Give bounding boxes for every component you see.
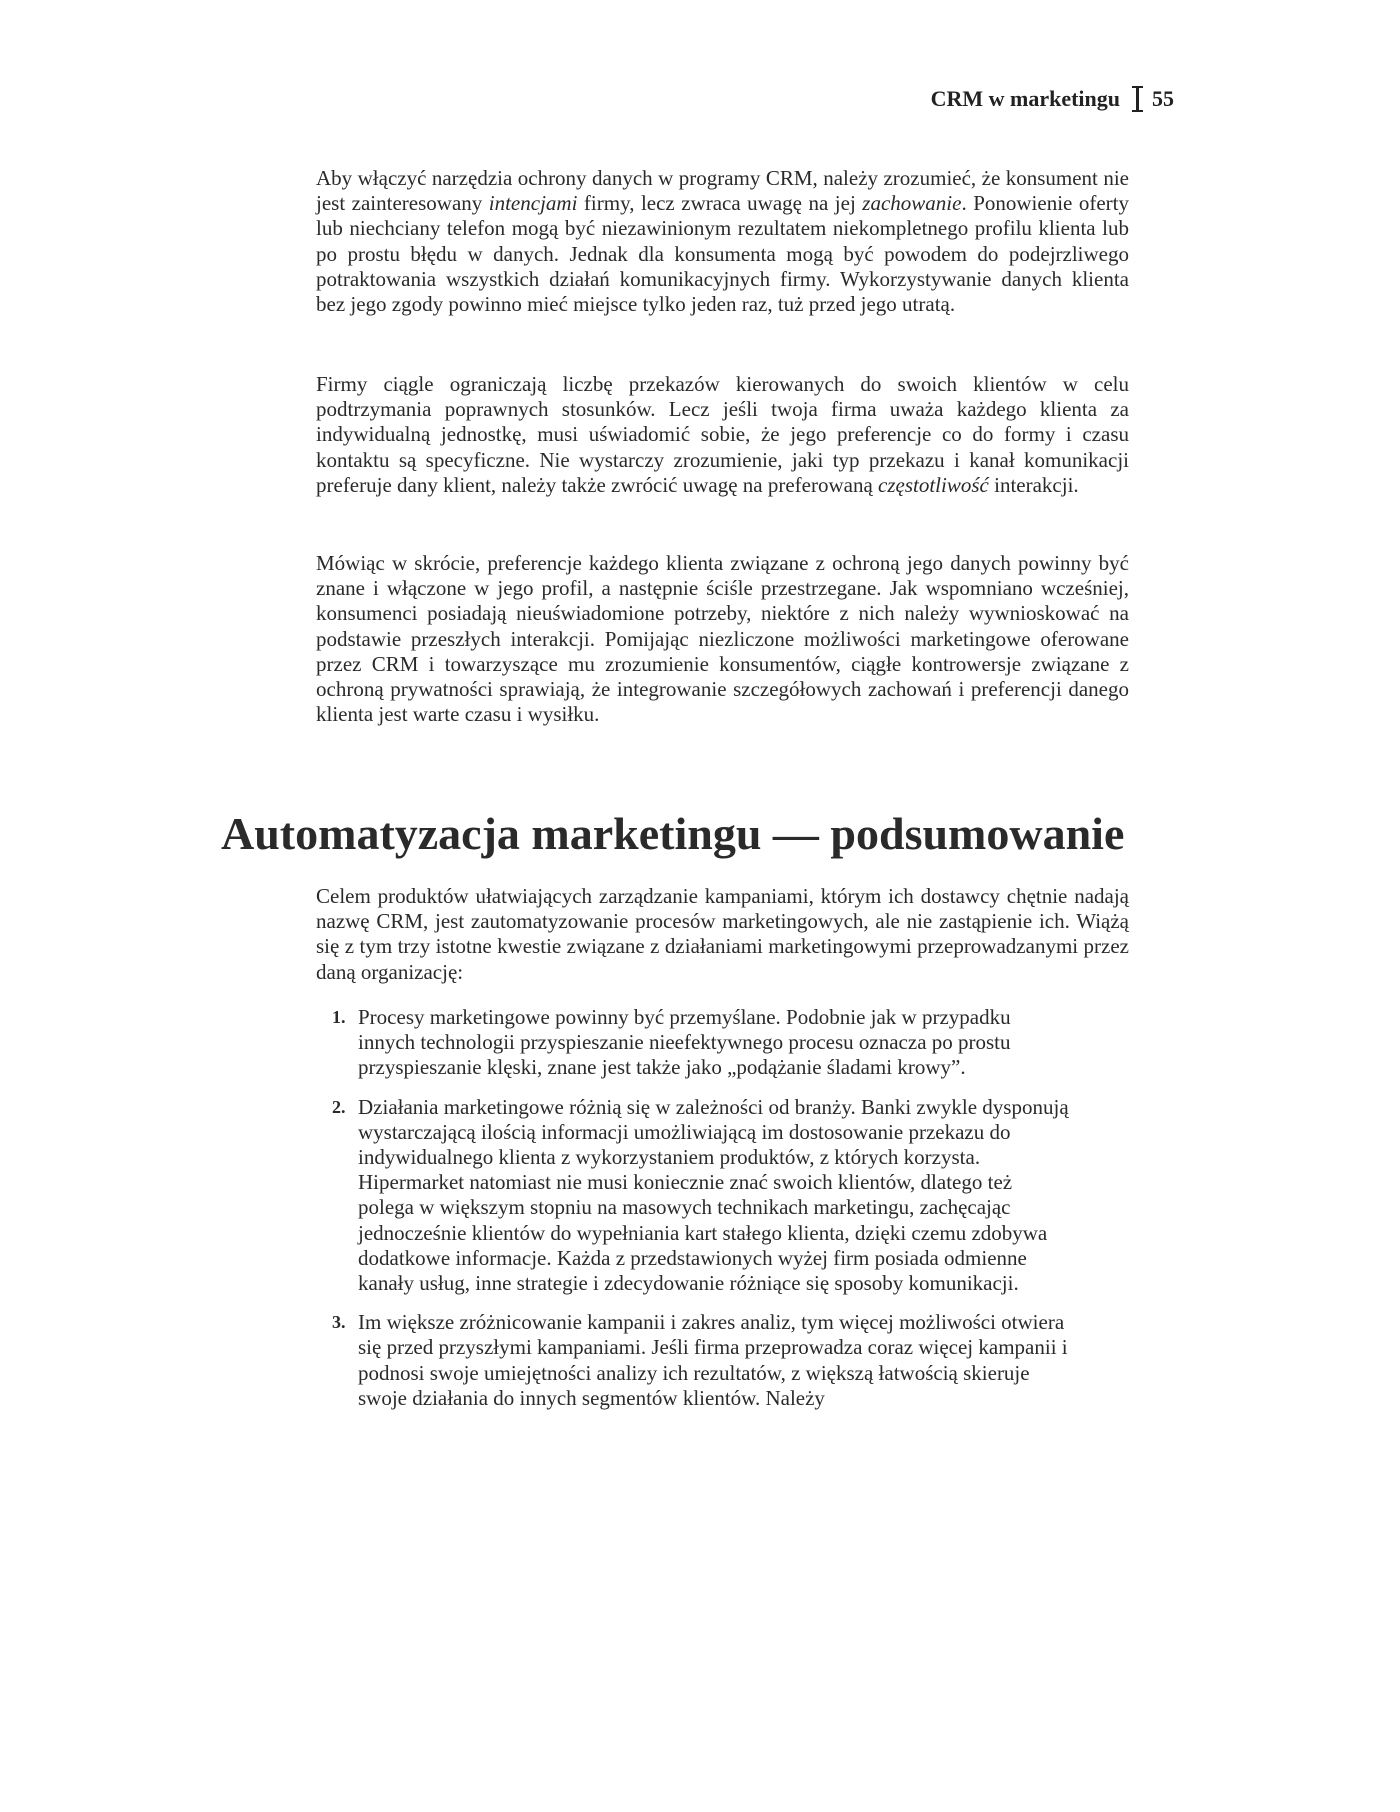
paragraph-text: firmy, lecz zwraca uwagę na jej [577, 191, 863, 216]
emphasis-intentions: intencjami [488, 191, 578, 216]
paragraph-intro: Celem produktów ułatwiających zarządzanie kampaniami, którym ich dostawcy chętnie nadają nazwę CRM, jest zautomatyzowanie procesów marketingowych, ale nie zastąpienie ich. Wiążą się z tym trzy istotne kwestie związane z działaniami marketingowymi przeprowadzanymi przez daną organizację: [316, 884, 1129, 984]
paragraph-data-protection [316, 166, 1129, 317]
running-header [0, 84, 1174, 114]
running-title: CRM w marketingu [930, 86, 1120, 111]
list-item-text: Procesy marketingowe powinny być przemyślane. Podobnie jak w przypadku innych technologii przyspieszanie nieefektywnego procesu oznacza po prostu przyspieszanie klęski, znane jest także jako „podążanie śladami krowy”. [358, 1005, 1011, 1080]
list-number: 1. [332, 1007, 346, 1027]
emphasis-frequency: częstotliwość [878, 472, 989, 497]
list-item [330, 1095, 1072, 1297]
paragraph-text: . Ponowienie oferty lub niechciany telefon mogą być niezawinionym rezultatem niekompletnego profilu klienta lub po prostu błędu w danych. Jednak dla konsumenta mogą być powodem do podejrzliwego potraktowania wszystkich działań komunikacyjnych firmy. Wykorzystywanie danych klienta bez jego zgody powinno mieć miejsce tylko jeden raz, tuż przed jego utratą. [316, 191, 1129, 317]
paragraph-contact-preferences [316, 372, 1129, 498]
list-item [330, 1005, 1072, 1081]
header-separator-icon [1136, 86, 1139, 112]
emphasis-behavior: zachowanie [862, 191, 962, 216]
section-heading: Automatyzacja marketingu — podsumowanie [221, 808, 1125, 859]
list-number: 3. [332, 1312, 346, 1333]
list-item [330, 1310, 1072, 1411]
paragraph-text: Aby włączyć narzędzia ochrony danych w programy CRM, należy zrozumieć, że konsument nie jest zainteresowany [316, 166, 1129, 216]
paragraph-text: Firmy ciągle ograniczają liczbę przekazów kierowanych do swoich klientów w celu podtrzymania poprawnych stosunków. Lecz jeśli twoja firma uważa każdego klienta za indywidualną jednostkę, musi uświadomić sobie, że jego preferencje co do formy i czasu kontaktu są specyficzne. Nie wystarczy zrozumienie, jaki typ przekazu i kanał komunikacji preferuje dany klient, należy także zwrócić uwagę na preferowaną [316, 372, 1129, 497]
page-number: 55 [1152, 86, 1174, 111]
list-number: 2. [332, 1096, 346, 1117]
paragraph-summary: Mówiąc w skrócie, preferencje każdego klienta związane z ochroną jego danych powinny być znane i włączone w jego profil, a następnie ściśle przestrzegane. Jak wspomniano wcześniej, konsumenci posiadają nieuświadomione potrzeby, niektóre z nich należy wywnioskować na podstawie przeszłych interakcji. Pomijając niezliczone możliwości marketingowe oferowane przez CRM i towarzyszące mu zrozumienie konsumentów, ciągłe kontrowersje związane z ochroną prywatności sprawiają, że integrowanie szczegółowych zachowań i preferencji danego klienta jest warte czasu i wysiłku. [316, 551, 1129, 727]
numbered-list [330, 1005, 1072, 1425]
list-item-text: Działania marketingowe różnią się w zależności od branży. Banki zwykle dysponują wystarczającą ilością informacji umożliwiającą im dostosowanie przekazu do indywidualnego klienta z wykorzystaniem produktów, z których korzysta. Hipermarket natomiast nie musi koniecznie znać swoich klientów, dlatego też polega w większym stopniu na masowych technikach marketingu, zachęcając jednocześnie klientów do wypełniania kart stałego klienta, dzięki czemu zdobywa dodatkowe informacje. Każda z przedstawionych wyżej firm posiada odmienne kanały usług, inne strategie i zdecydowanie różniące się sposoby komunikacji. [358, 1094, 1069, 1296]
paragraph-text: interakcji. [988, 472, 1079, 497]
list-item-text: Im większe zróżnicowanie kampanii i zakres analiz, tym więcej możliwości otwiera się przed przyszłymi kampaniami. Jeśli firma przeprowadza coraz więcej kampanii i podnosi swoje umiejętności analizy ich rezultatów, z większą łatwością skieruje swoje działania do innych segmentów klientów. Należy [358, 1310, 1068, 1410]
